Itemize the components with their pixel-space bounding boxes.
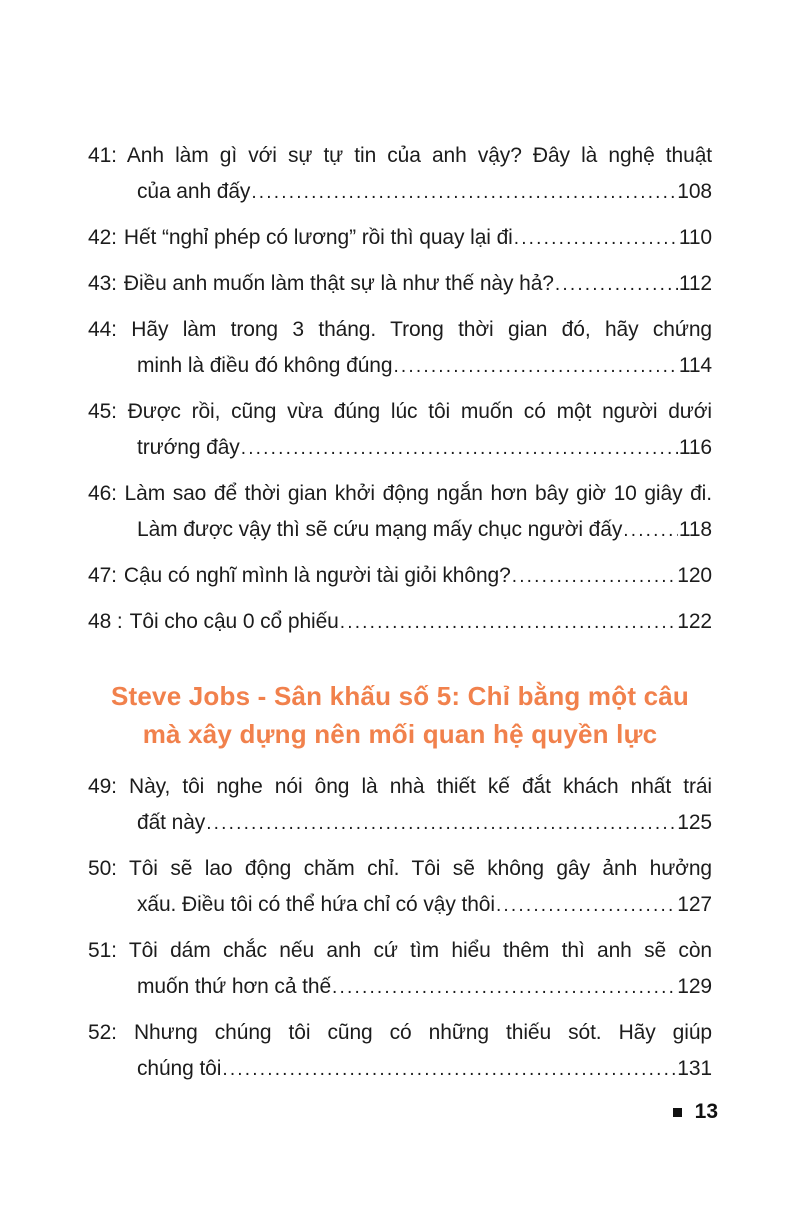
entry-page-number: 125 [677,811,712,834]
dot-leader [623,513,678,549]
toc-entry-line [88,430,712,467]
entry-number: 48 : [88,610,123,633]
entry-title-text: Làm được vậy thì sẽ cứu mạng mấy chục người đấy [137,518,623,541]
entry-page-number: 116 [678,436,712,459]
entry-page-number: 122 [677,610,712,633]
dot-leader [555,267,678,303]
toc-entry-line: 45: Được rồi, cũng vừa đúng lúc tôi muốn có một người dưới [88,400,712,423]
toc-entry-line: 44: Hãy làm trong 3 tháng. Trong thời gian đó, hãy chứng [88,318,712,341]
section-heading [88,677,712,753]
toc-entry-line [88,348,712,385]
page-footer [673,1100,718,1124]
dot-leader [514,221,678,257]
footer-square-bullet-icon [673,1108,682,1117]
entry-number: 50: [88,857,117,880]
entry-page-number: 110 [678,226,712,249]
entry-title-text: trướng đây [137,436,240,459]
entry-number: 51: [88,939,117,962]
dot-leader [512,559,677,595]
toc-entry-line [88,604,712,641]
entry-title-text: Hết “nghỉ phép có lương” rồi thì quay lại đi [123,226,513,249]
toc-entry [88,769,712,842]
dot-leader [332,970,676,1006]
toc-entry-line [88,512,712,549]
entry-page-number: 108 [677,180,712,203]
entry-number: 41: [88,144,117,167]
entry-page-number: 112 [678,272,712,295]
entry-page-number: 114 [678,354,712,377]
toc-entry-line [88,805,712,842]
entry-number: 47: [88,564,117,587]
entry-page-number: 129 [677,975,712,998]
dot-leader [393,349,677,385]
entry-number: 42: [88,226,117,249]
toc-entry-line [88,1051,712,1088]
toc-entry-line: 41: Anh làm gì với sự tự tin của anh vậy? Đây là nghệ thuật [88,144,712,167]
toc-entry [88,476,712,549]
entry-title-text: muốn thứ hơn cả thế [137,975,332,998]
toc-entry-line: 49: Này, tôi nghe nói ông là nhà thiết kế đắt khách nhất trái [88,775,712,798]
entry-number: 49: [88,775,117,798]
toc-entry [88,851,712,924]
dot-leader [496,888,676,924]
toc-entry-line [88,887,712,924]
toc-entry-line [88,558,712,595]
entry-number: 44: [88,318,117,341]
dot-leader [222,1052,676,1088]
dot-leader [251,175,676,211]
toc-entry [88,604,712,641]
toc-entry-line: 46: Làm sao để thời gian khởi động ngắn hơn bây giờ 10 giây đi. [88,482,712,505]
footer-page-number: 13 [694,1100,718,1123]
toc-entry [88,933,712,1006]
toc-entry-line: 50: Tôi sẽ lao động chăm chỉ. Tôi sẽ không gây ảnh hưởng [88,857,712,880]
entry-title-text: Tôi cho cậu 0 cổ phiếu [129,610,339,633]
toc-entry [88,394,712,467]
dot-leader [241,431,678,467]
entry-number: 46: [88,482,117,505]
entry-title-text: của anh đấy [137,180,251,203]
toc-entry [88,312,712,385]
entry-title-text: chúng tôi [137,1057,222,1080]
toc [88,138,712,1097]
toc-entry [88,138,712,211]
dot-leader [206,806,676,842]
toc-entry-line [88,220,712,257]
toc-entry [88,1015,712,1088]
entry-page-number: 127 [677,893,712,916]
toc-entry [88,266,712,303]
entry-page-number: 120 [677,564,712,587]
toc-entry-line [88,174,712,211]
entry-number: 52: [88,1021,117,1044]
toc-entry [88,220,712,257]
entry-number: 43: [88,272,117,295]
entry-title-text: minh là điều đó không đúng [137,354,393,377]
entry-page-number: 118 [678,518,712,541]
toc-entry-line [88,969,712,1006]
entry-number: 45: [88,400,117,423]
dot-leader [340,605,677,641]
entry-title-text: xấu. Điều tôi có thể hứa chỉ có vậy thôi [137,893,495,916]
toc-entry [88,558,712,595]
entry-title-text: đất này [137,811,206,834]
toc-entry-line: 52: Nhưng chúng tôi cũng có những thiếu sót. Hãy giúp [88,1021,712,1044]
entry-title-text: Điều anh muốn làm thật sự là như thế này hả? [123,272,554,295]
section-heading-line: mà xây dựng nên mối quan hệ quyền lực [142,719,658,749]
entry-page-number: 131 [677,1057,712,1080]
toc-entry-line [88,266,712,303]
toc-entry-line: 51: Tôi dám chắc nếu anh cứ tìm hiểu thêm thì anh sẽ còn [88,939,712,962]
entry-title-text: Cậu có nghĩ mình là người tài giỏi không? [123,564,511,587]
section-heading-line: Steve Jobs - Sân khấu số 5: Chỉ bằng một câu [110,681,690,711]
